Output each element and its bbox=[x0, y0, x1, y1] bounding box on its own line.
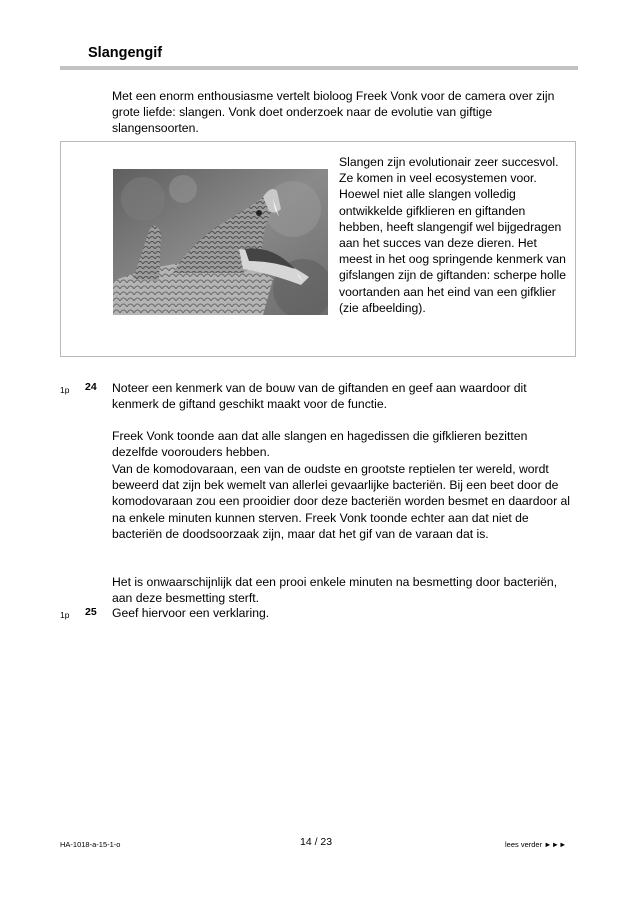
body-paragraph-1: Freek Vonk toonde aan dat alle slangen en hagedissen die gifklieren bezitten dezelfde voorouders hebben. bbox=[112, 429, 528, 460]
body-paragraph-2: Van de komodovaraan, een van de oudste en grootste reptielen ter wereld, wordt beweerd dat zijn bek wemelt van allerlei gevaarlijke bacteriën. Bij een beet door de komodovaraan zou een prooidier door deze bacteriën worden besmet en daardoor al na enkele minuten kunnen sterven. Freek Vonk toonde echter aan dat niet de bacteriën de doodsoorzaak zijn, maar dat het gif van de varaan dat is. bbox=[112, 462, 571, 541]
section-title: Slangengif bbox=[88, 45, 163, 61]
question-25-number: 25 bbox=[85, 606, 97, 618]
question-24-points: 1p bbox=[60, 385, 70, 395]
footer-exam-code: HA-1018-a-15-1-o bbox=[60, 840, 121, 849]
footer-page-number: 14 / 23 bbox=[300, 836, 333, 848]
question-24-text: Noteer een kenmerk van de bouw van de giftanden en geef aan waardoor dit kenmerk de giftand geschikt maakt voor de functie. bbox=[112, 381, 527, 412]
intro-paragraph: Met een enorm enthousiasme vertelt bioloog Freek Vonk voor de camera over zijn grote liefde: slangen. Vonk doet onderzoek naar de evolutie van giftige slangensoorten. bbox=[112, 89, 555, 136]
body-paragraph-3: Het is onwaarschijnlijk dat een prooi enkele minuten na besmetting door bacteriën, aan deze besmetting sterft. bbox=[112, 575, 558, 606]
footer-continue: lees verder ►►► bbox=[505, 840, 567, 849]
snake-photo bbox=[113, 169, 328, 315]
question-24-number: 24 bbox=[85, 381, 97, 393]
title-rule bbox=[60, 66, 578, 70]
info-box-text: Slangen zijn evolutionair zeer succesvol. Ze komen in veel ecosystemen voor. Hoewel niet alle slangen volledig ontwikkelde gifklieren en giftanden hebben, heeft slangengif wel bijgedragen aan het succes van deze dieren. Het meest in het oog springende kenmerk van gifslangen zijn de giftanden: scherpe holle voortanden aan het eind van een gifklier (zie afbeelding). bbox=[339, 155, 566, 315]
question-25-text: Geef hiervoor een verklaring. bbox=[112, 606, 270, 620]
info-box bbox=[60, 141, 576, 357]
question-25-points: 1p bbox=[60, 610, 70, 620]
